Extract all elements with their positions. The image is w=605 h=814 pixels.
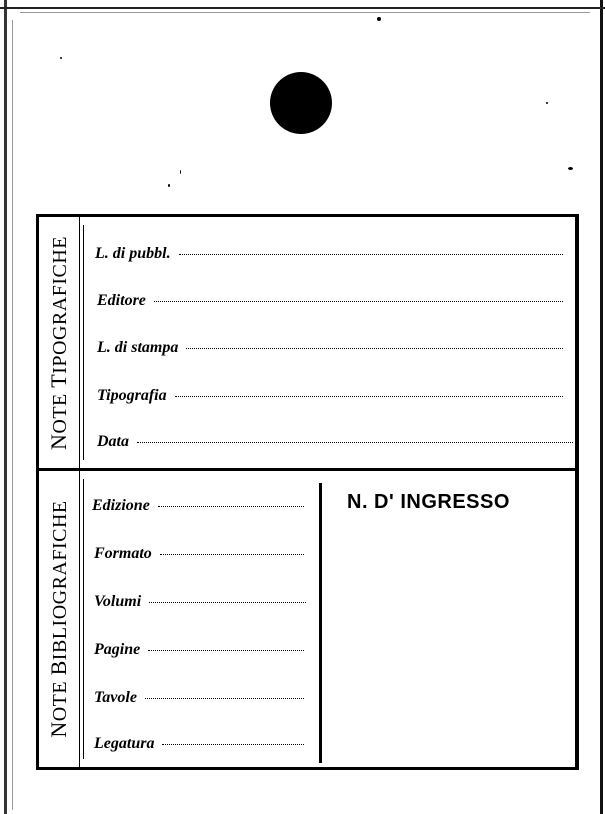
dotted-line[interactable] xyxy=(175,395,563,397)
note-tipografiche-label-column xyxy=(39,217,80,468)
note-bibliografiche-label-column xyxy=(39,471,80,767)
scan-speck xyxy=(568,167,573,170)
card-form xyxy=(36,214,579,770)
field-label: Formato xyxy=(94,545,152,562)
dotted-line[interactable] xyxy=(186,347,563,349)
field-data[interactable] xyxy=(97,433,573,451)
field-pagine[interactable] xyxy=(94,641,304,659)
field-edizione[interactable] xyxy=(92,497,304,515)
dotted-line[interactable] xyxy=(179,253,563,255)
dotted-line[interactable] xyxy=(160,553,304,555)
bottom-rule xyxy=(42,768,578,769)
field-luogo-pubblicazione[interactable] xyxy=(95,245,563,263)
note-tipografiche-title: NOTE TIPOGRAFICHE xyxy=(46,235,71,450)
field-label: Tavole xyxy=(94,689,137,706)
field-formato[interactable] xyxy=(94,545,304,563)
scan-speck xyxy=(546,102,548,104)
scan-speck xyxy=(377,17,381,21)
dotted-line[interactable] xyxy=(148,649,304,651)
scan-speck xyxy=(60,57,62,59)
field-label: Tipografia xyxy=(97,387,167,404)
field-tavole[interactable] xyxy=(94,689,304,707)
scan-speck xyxy=(180,170,181,174)
dotted-line[interactable] xyxy=(154,300,563,302)
punch-hole xyxy=(270,72,332,134)
field-luogo-stampa[interactable] xyxy=(97,339,563,357)
dotted-line[interactable] xyxy=(149,601,306,603)
scan-edge-top-inner xyxy=(20,12,590,13)
field-label: L. di pubbl. xyxy=(95,245,171,262)
field-volumi[interactable] xyxy=(94,593,306,611)
scan-edge-left-inner xyxy=(12,20,13,810)
dotted-line[interactable] xyxy=(145,697,304,699)
field-label: Editore xyxy=(97,292,146,309)
note-tipografiche-section xyxy=(39,217,575,471)
column-divider xyxy=(319,483,322,763)
field-legatura[interactable] xyxy=(94,735,304,753)
scan-edge-right xyxy=(600,0,603,814)
field-label: Edizione xyxy=(92,497,150,514)
field-label: Pagine xyxy=(94,641,141,658)
numero-ingresso-label: N. D' INGRESSO xyxy=(347,491,510,513)
dotted-line[interactable] xyxy=(158,505,304,507)
note-bibliografiche-title: NOTE BIBLIOGRAFICHE xyxy=(46,500,71,738)
field-label: Legatura xyxy=(94,735,155,752)
field-label: Data xyxy=(97,433,129,450)
field-label: Volumi xyxy=(94,593,142,610)
dotted-line[interactable] xyxy=(137,441,573,443)
scan-edge-left xyxy=(4,0,7,814)
scan-speck xyxy=(168,184,170,187)
scan-edge-top xyxy=(0,7,605,9)
dotted-line[interactable] xyxy=(162,743,304,745)
field-tipografia[interactable] xyxy=(97,387,563,405)
field-label: L. di stampa xyxy=(97,339,179,356)
note-bibliografiche-section xyxy=(39,471,575,767)
field-editore[interactable] xyxy=(97,292,563,310)
